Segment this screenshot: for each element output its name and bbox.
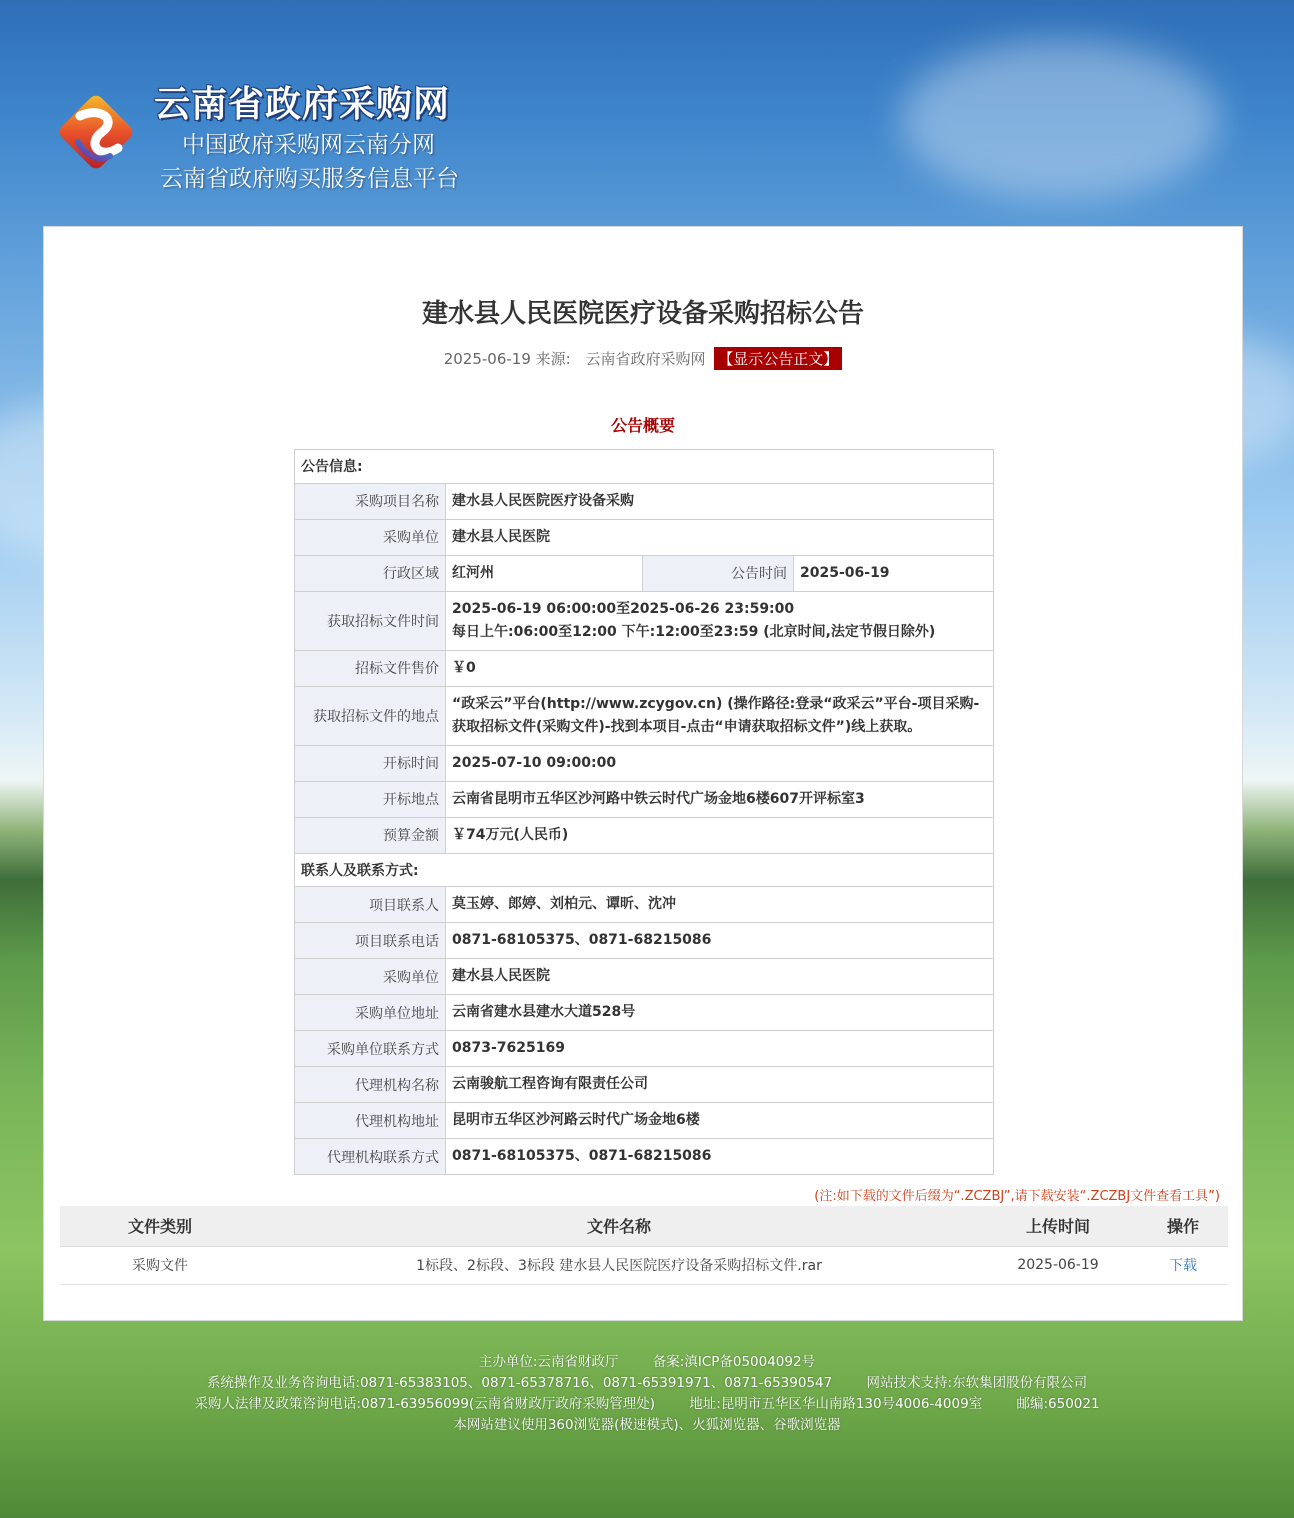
footer-address: 地址:昆明市五华区华山南路130号4006-4009室 <box>689 1396 983 1412</box>
section-heading: 公告信息: <box>295 450 994 484</box>
files-table <box>60 1206 1228 1285</box>
file-name: 1标段、2标段、3标段 建水县人民医院医疗设备采购招标文件.rar <box>260 1246 978 1284</box>
download-link[interactable]: 下载 <box>1169 1258 1197 1274</box>
field-label: 项目联系人 <box>295 887 446 923</box>
field-label: 招标文件售价 <box>295 650 446 686</box>
purchaser-value: 建水县人民医院 <box>446 959 994 995</box>
purchaser-contact-value: 0873-7625169 <box>446 1031 994 1067</box>
doc-price-value: ￥0 <box>446 650 994 686</box>
notice-source: 云南省政府采购网 <box>585 350 706 368</box>
field-label: 代理机构联系方式 <box>295 1139 446 1175</box>
field-label: 行政区域 <box>295 555 446 591</box>
region-value: 红河州 <box>446 555 643 591</box>
field-label: 预算金额 <box>295 817 446 853</box>
column-header: 文件类别 <box>60 1206 260 1246</box>
site-subtitle-2: 云南省政府购买服务信息平台 <box>160 166 459 192</box>
purchaser-value: 建水县人民医院 <box>446 519 994 555</box>
budget-value: ￥74万元(人民币) <box>446 817 994 853</box>
field-label: 开标地点 <box>295 781 446 817</box>
field-label: 开标时间 <box>295 745 446 781</box>
agency-contact-value: 0871-68105375、0871-68215086 <box>446 1139 994 1175</box>
notice-time-value: 2025-06-19 <box>794 555 994 591</box>
column-header: 上传时间 <box>978 1206 1138 1246</box>
field-label: 代理机构名称 <box>295 1067 446 1103</box>
field-label: 公告时间 <box>643 555 794 591</box>
doc-time-range: 2025-06-19 06:00:00至2025-06-26 23:59:00 <box>452 600 795 617</box>
field-label: 采购单位地址 <box>295 995 446 1031</box>
source-label: 来源: <box>535 350 571 368</box>
column-header: 操作 <box>1138 1206 1228 1246</box>
footer-ops-phone: 系统操作及业务咨询电话:0871-65383105、0871-65378716、0871-65391971、0871-65390547 <box>206 1375 833 1391</box>
field-label: 项目联系电话 <box>295 923 446 959</box>
site-header <box>50 70 510 200</box>
column-header: 文件名称 <box>260 1206 978 1246</box>
notice-info-table <box>294 449 994 1175</box>
file-category: 采购文件 <box>60 1246 260 1284</box>
doc-time-daily: 每日上午:06:00至12:00 下午:12:00至23:59 (北京时间,法定节假日除外) <box>452 623 936 640</box>
field-label: 代理机构地址 <box>295 1103 446 1139</box>
doc-time-value <box>446 591 994 650</box>
field-label: 采购单位 <box>295 519 446 555</box>
section-heading: 联系人及联系方式: <box>295 853 994 887</box>
file-upload-date: 2025-06-19 <box>978 1246 1138 1284</box>
open-time-value: 2025-07-10 09:00:00 <box>446 745 994 781</box>
field-label: 获取招标文件时间 <box>295 591 446 650</box>
purchaser-address-value: 云南省建水县建水大道528号 <box>446 995 994 1031</box>
notice-panel <box>43 226 1243 1321</box>
field-label: 采购单位 <box>295 959 446 995</box>
agency-address-value: 昆明市五华区沙河路云时代广场金地6楼 <box>446 1103 994 1139</box>
agency-value: 云南骏航工程咨询有限责任公司 <box>446 1067 994 1103</box>
project-name-value: 建水县人民医院医疗设备采购 <box>446 483 994 519</box>
site-logo-icon <box>50 86 142 178</box>
footer-law-phone: 采购人法律及政策咨询电话:0871-63956099(云南省财政厅政府采购管理处) <box>194 1396 655 1412</box>
background-cloud <box>900 40 1220 200</box>
field-label: 采购单位联系方式 <box>295 1031 446 1067</box>
download-note: (注:如下载的文件后缀为“.ZCZBJ”,请下载安装“.ZCZBJ文件查看工具”) <box>814 1189 1220 1204</box>
notice-date: 2025-06-19 <box>443 350 531 368</box>
site-footer <box>0 1352 1294 1436</box>
notice-title: 建水县人民医院医疗设备采购招标公告 <box>421 299 864 329</box>
site-name: 云南省政府采购网 <box>154 84 451 125</box>
footer-icp[interactable]: 备案:滇ICP备05004092号 <box>652 1354 816 1370</box>
site-subtitle-1: 中国政府采购网云南分网 <box>182 132 435 158</box>
field-label: 采购项目名称 <box>295 483 446 519</box>
footer-postcode: 邮编:650021 <box>1016 1396 1100 1412</box>
footer-tech-support: 网站技术支持:东软集团股份有限公司 <box>866 1375 1088 1391</box>
footer-host: 主办单位:云南省财政厅 <box>478 1354 619 1370</box>
open-place-value: 云南省昆明市五华区沙河路中铁云时代广场金地6楼607开评标室3 <box>446 781 994 817</box>
contact-phone-value: 0871-68105375、0871-68215086 <box>446 923 994 959</box>
show-full-notice-button[interactable]: 【显示公告正文】 <box>714 347 842 370</box>
table-row <box>60 1246 1228 1284</box>
contact-value: 莫玉婷、郎婷、刘柏元、谭昕、沈冲 <box>446 887 994 923</box>
notice-meta <box>44 347 1242 370</box>
footer-browser-note: 本网站建议使用360浏览器(极速模式)、火狐浏览器、谷歌浏览器 <box>453 1417 841 1433</box>
doc-place-value: “政采云”平台(http://www.zcygov.cn) (操作路径:登录“政采云”平台-项目采购-获取招标文件(采购文件)-找到本项目-点击“申请获取招标文件”)线上获取。 <box>446 686 994 745</box>
summary-title: 公告概要 <box>610 416 675 435</box>
file-action-cell <box>1138 1246 1228 1284</box>
field-label: 获取招标文件的地点 <box>295 686 446 745</box>
